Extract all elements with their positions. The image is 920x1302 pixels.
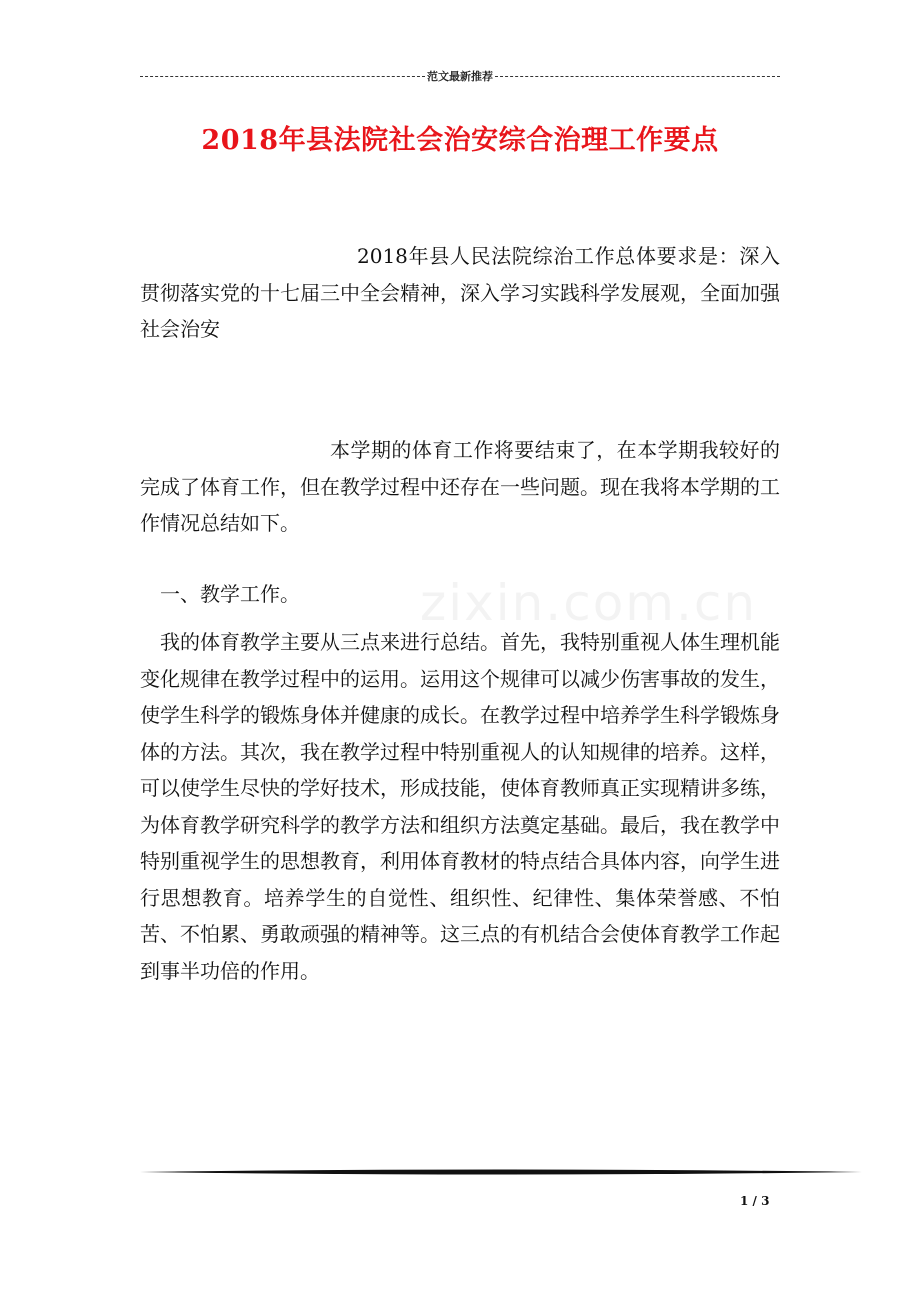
header-dash-right bbox=[495, 76, 780, 77]
header-dash-left bbox=[140, 76, 425, 77]
section-heading: 一、教学工作。 bbox=[160, 582, 300, 606]
page-number: 1 / 3 bbox=[740, 1194, 770, 1208]
footer-divider bbox=[140, 1168, 862, 1176]
page-header bbox=[140, 68, 780, 84]
paragraph-intro: 2018年县人民法院综治工作总体要求是：深入贯彻落实党的十七届三中全会精神，深入学习实践科学发展观，全面加强社会治安 bbox=[140, 244, 780, 341]
header-label: 范文最新推荐 bbox=[427, 70, 493, 83]
watermark: zixin.com.cn bbox=[420, 574, 758, 632]
document-title: 2018年县法院社会治安综合治理工作要点 bbox=[201, 125, 719, 156]
paragraph-teaching: 我的体育教学主要从三点来进行总结。首先，我特别重视人体生理机能变化规律在教学过程中的运用。运用这个规律可以减少伤害事故的发生，使学生科学的锻炼身体并健康的成长。在教学过程中培养学生科学锻炼身体的方法。其次，我在教学过程中特别重视人的认知规律的培养。这样，可以使学生尽快的学好技术，形成技能，使体育教师真正实现精讲多练，为体育教学研究科学的教学方法和组织方法奠定基础。最后，我在教学中特别重视学生的思想教育，利用体育教材的特点结合具体内容，向学生进行思想教育。培养学生的自觉性、组织性、纪律性、集体荣誉感、不怕苦、不怕累、勇敢顽强的精神等。这三点的有机结合会使体育教学工作起到事半功倍的作用。 bbox=[140, 630, 780, 983]
paragraph-summary: 本学期的体育工作将要结束了，在本学期我较好的完成了体育工作，但在教学过程中还存在一些问题。现在我将本学期的工作情况总结如下。 bbox=[140, 438, 780, 535]
